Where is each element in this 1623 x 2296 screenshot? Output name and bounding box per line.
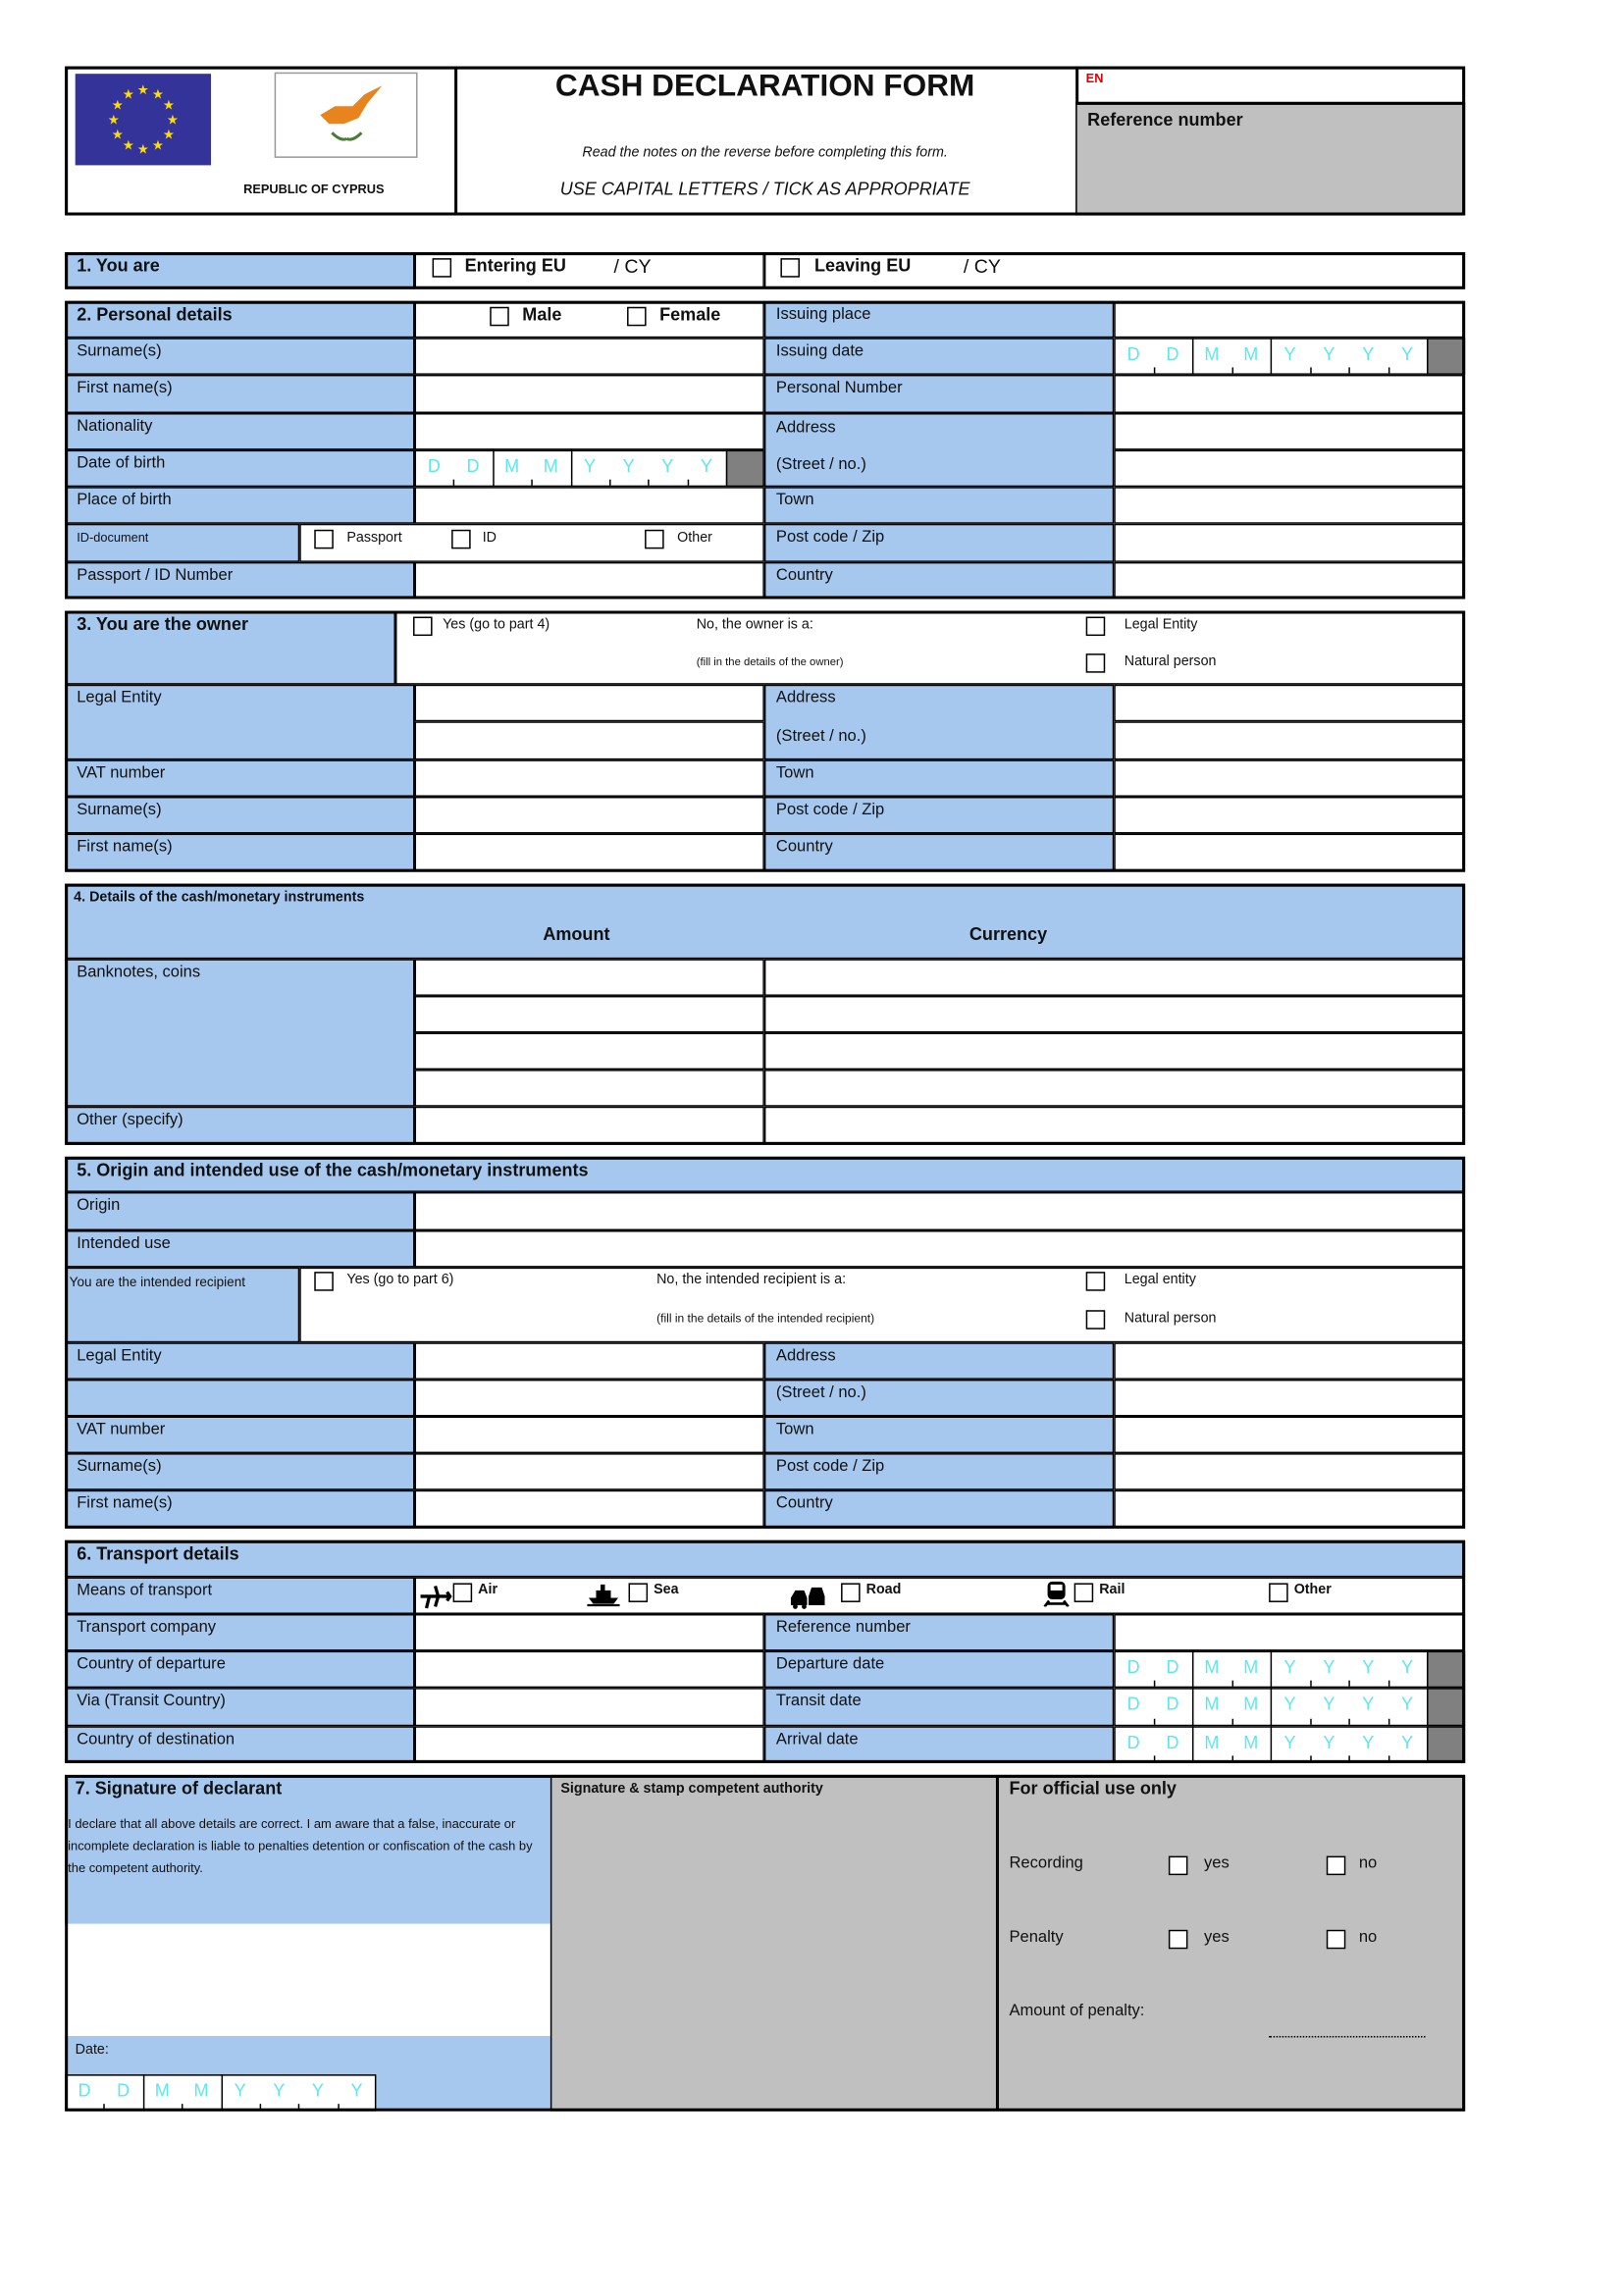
date-digit-tick xyxy=(1153,367,1155,373)
date-placeholder-letter: Y xyxy=(1401,343,1414,365)
declaration-text: I declare that all above details are correct. I am aware that a false, inaccurate or incomplete declaration is liable to penalties detention or confiscation of the cash by the competent authority. xyxy=(68,1815,533,1876)
date-placeholder-letter: Y xyxy=(1323,1656,1335,1678)
amount-field[interactable] xyxy=(415,1033,764,1070)
car-icon xyxy=(789,1583,824,1609)
owner-legal-entity-checkbox[interactable] xyxy=(1086,617,1106,637)
transport-company-label: Transport company xyxy=(65,1614,414,1651)
authority-stamp-area xyxy=(550,1775,998,2112)
recipient-vat-field[interactable] xyxy=(415,1416,764,1453)
recipient-natural-person-checkbox[interactable] xyxy=(1086,1310,1106,1330)
date-placeholder-letter: Y xyxy=(622,455,635,477)
penalty-no-label: no xyxy=(1358,1928,1378,1947)
country-field[interactable] xyxy=(1114,562,1465,600)
recipient-legal-entity-checkbox[interactable] xyxy=(1086,1272,1106,1291)
recipient-yes-checkbox[interactable] xyxy=(314,1272,334,1291)
recipient-town-field[interactable] xyxy=(1114,1416,1465,1453)
road-label: Road xyxy=(865,1581,902,1598)
date-digit-tick xyxy=(1387,1681,1389,1687)
other-transport-checkbox[interactable] xyxy=(1269,1583,1288,1602)
owner-vat-label: VAT number xyxy=(65,759,414,797)
country-of-departure-field[interactable] xyxy=(415,1651,764,1689)
recipient-fill-note: (fill in the details of the intended recipient) xyxy=(656,1311,875,1326)
date-field-end-block xyxy=(1427,1726,1465,1763)
svg-text:★: ★ xyxy=(136,141,149,157)
banknotes-coins-label: Banknotes, coins xyxy=(65,959,414,1106)
recipient-legal-entity-label: Legal entity xyxy=(1124,1272,1196,1288)
date-group-divider xyxy=(1271,1651,1273,1689)
address-label: Address xyxy=(775,419,836,438)
town-field[interactable] xyxy=(1114,487,1465,524)
other-id-checkbox[interactable] xyxy=(645,530,664,549)
date-placeholder-letter: M xyxy=(193,2080,209,2102)
recipient-surname-field[interactable] xyxy=(415,1453,764,1490)
date-placeholder-letter: Y xyxy=(700,455,712,477)
date-digit-tick xyxy=(1231,1755,1233,1761)
intended-use-label: Intended use xyxy=(65,1230,414,1268)
header-divider xyxy=(1075,102,1465,104)
svg-text:★: ★ xyxy=(107,112,120,128)
date-group-divider xyxy=(1192,338,1194,375)
language-code: EN xyxy=(1085,71,1104,86)
section-5-title: 5. Origin and intended use of the cash/monetary instruments xyxy=(65,1157,1465,1192)
date-digit-tick xyxy=(609,480,611,486)
date-field-end-block xyxy=(1427,1688,1465,1726)
intended-use-field[interactable] xyxy=(415,1230,1466,1268)
date-digit-tick xyxy=(104,2104,106,2110)
recipient-first-name-field[interactable] xyxy=(415,1490,764,1529)
official-use-title: For official use only xyxy=(1009,1777,1177,1799)
recipient-post-code-label: Post code / Zip xyxy=(764,1453,1114,1490)
date-placeholder-letter: D xyxy=(1166,1694,1179,1715)
date-placeholder-letter: D xyxy=(117,2080,131,2102)
svg-text:★: ★ xyxy=(136,82,149,98)
transit-country-field[interactable] xyxy=(415,1688,764,1726)
owner-address-field[interactable] xyxy=(1114,685,1465,722)
recording-yes-label: yes xyxy=(1203,1854,1230,1873)
penalty-yes-label: yes xyxy=(1203,1928,1230,1947)
currency-field[interactable] xyxy=(764,959,1465,996)
currency-field[interactable] xyxy=(764,1070,1465,1107)
date-group-divider xyxy=(221,2074,223,2112)
date-placeholder-letter: Y xyxy=(1362,1656,1375,1678)
date-digit-tick xyxy=(1387,1755,1389,1761)
date-digit-tick xyxy=(1153,1755,1155,1761)
date-placeholder-letter: Y xyxy=(1401,1732,1414,1753)
amount-of-penalty-label: Amount of penalty: xyxy=(1009,2002,1145,2020)
means-of-transport-label: Means of transport xyxy=(65,1577,414,1614)
date-group-divider xyxy=(1271,1726,1273,1763)
surname-field[interactable] xyxy=(415,338,764,375)
date-digit-tick xyxy=(1153,1681,1155,1687)
id-checkbox[interactable] xyxy=(451,530,471,549)
section-6-title: 6. Transport details xyxy=(65,1540,1465,1578)
place-of-birth-field[interactable] xyxy=(415,487,764,524)
date-placeholder-letter: Y xyxy=(1401,1656,1414,1678)
section-1-title: 1. You are xyxy=(65,252,414,289)
owner-address-label: Address xyxy=(775,689,836,707)
owner-post-code-label: Post code / Zip xyxy=(764,797,1114,834)
date-placeholder-letter: Y xyxy=(661,455,674,477)
date-digit-tick xyxy=(1231,1681,1233,1687)
date-placeholder-letter: D xyxy=(1126,1694,1140,1715)
date-digit-tick xyxy=(687,480,689,486)
section-3-title: 3. You are the owner xyxy=(65,611,395,685)
date-placeholder-letter: M xyxy=(1204,1732,1220,1753)
first-name-label: First name(s) xyxy=(65,375,414,413)
transport-company-field[interactable] xyxy=(415,1614,764,1651)
date-group-divider xyxy=(1192,1726,1194,1763)
issuing-date-label: Issuing date xyxy=(764,338,1114,375)
amount-column-header: Amount xyxy=(543,923,610,945)
signature-field[interactable] xyxy=(65,1924,550,2036)
svg-text:★: ★ xyxy=(122,86,134,102)
date-placeholder-letter: M xyxy=(543,455,558,477)
recipient-legal-entity-label: Legal Entity xyxy=(65,1342,414,1380)
form-note: Read the notes on the reverse before completing this form. xyxy=(582,144,948,161)
date-digit-tick xyxy=(1309,1681,1311,1687)
passport-number-label: Passport / ID Number xyxy=(65,562,414,600)
date-group-divider xyxy=(1271,1688,1273,1726)
female-checkbox[interactable] xyxy=(627,307,647,327)
other-id-label: Other xyxy=(677,529,712,547)
owner-vat-field[interactable] xyxy=(415,759,764,797)
date-placeholder-letter: M xyxy=(154,2080,170,2102)
personal-number-label: Personal Number xyxy=(764,375,1114,413)
date-placeholder-letter: Y xyxy=(1362,1732,1375,1753)
recipient-legal-entity-2-field[interactable] xyxy=(415,1380,764,1417)
owner-legal-entity-field-2[interactable] xyxy=(415,721,764,759)
svg-text:★: ★ xyxy=(166,112,179,128)
date-placeholder-letter: Y xyxy=(1283,343,1296,365)
entering-cy-label: / CY xyxy=(613,255,652,278)
date-placeholder-letter: D xyxy=(1166,1656,1179,1678)
amount-field[interactable] xyxy=(415,1107,764,1145)
transit-date-label: Transit date xyxy=(764,1688,1114,1726)
place-of-birth-label: Place of birth xyxy=(65,487,414,524)
male-checkbox[interactable] xyxy=(490,307,509,327)
recipient-street-label: (Street / no.) xyxy=(764,1380,1114,1417)
svg-text:★: ★ xyxy=(151,137,164,153)
owner-options xyxy=(395,611,1465,685)
date-digit-tick xyxy=(338,2104,340,2110)
date-placeholder-letter: M xyxy=(504,455,520,477)
date-digit-tick xyxy=(531,480,533,486)
date-digit-tick xyxy=(1153,1719,1155,1725)
date-digit-tick xyxy=(1348,1681,1350,1687)
owner-natural-person-label: Natural person xyxy=(1124,653,1217,670)
road-checkbox[interactable] xyxy=(841,1583,861,1602)
town-label: Town xyxy=(764,487,1114,524)
entering-eu-checkbox[interactable] xyxy=(433,258,452,278)
owner-town-label: Town xyxy=(764,759,1114,797)
date-digit-tick xyxy=(259,2104,261,2110)
date-digit-tick xyxy=(1309,1755,1311,1761)
date-placeholder-letter: M xyxy=(1243,1694,1259,1715)
reference-number-box[interactable]: Reference number xyxy=(1075,103,1465,215)
recipient-town-label: Town xyxy=(764,1416,1114,1453)
date-digit-tick xyxy=(1348,1755,1350,1761)
owner-legal-entity-field[interactable] xyxy=(415,685,764,722)
date-digit-tick xyxy=(648,480,650,486)
recording-yes-checkbox[interactable] xyxy=(1169,1856,1188,1876)
country-of-departure-label: Country of departure xyxy=(65,1651,414,1689)
first-name-field[interactable] xyxy=(415,375,764,413)
transit-country-label: Via (Transit Country) xyxy=(65,1688,414,1726)
sea-checkbox[interactable] xyxy=(629,1583,649,1602)
date-placeholder-letter: M xyxy=(1204,1656,1220,1678)
entering-eu-label: Entering EU xyxy=(464,255,566,277)
owner-country-field[interactable] xyxy=(1114,834,1465,872)
date-placeholder-letter: Y xyxy=(1323,343,1335,365)
male-label: Male xyxy=(522,303,562,325)
recipient-no-label: No, the intended recipient is a: xyxy=(656,1272,847,1288)
surname-label: Surname(s) xyxy=(65,338,414,375)
svg-text:★: ★ xyxy=(162,97,175,113)
svg-text:★: ★ xyxy=(111,97,124,113)
air-label: Air xyxy=(478,1581,498,1598)
country-of-destination-field[interactable] xyxy=(415,1726,764,1763)
date-digit-tick xyxy=(1309,367,1311,373)
date-placeholder-letter: Y xyxy=(350,2080,363,2102)
amount-field[interactable] xyxy=(415,1070,764,1107)
departure-date-label: Departure date xyxy=(764,1651,1114,1689)
currency-field[interactable] xyxy=(764,996,1465,1033)
date-placeholder-letter: D xyxy=(78,2080,91,2102)
date-placeholder-letter: Y xyxy=(234,2080,246,2102)
origin-label: Origin xyxy=(65,1192,414,1230)
passport-number-field[interactable] xyxy=(415,562,764,600)
sea-label: Sea xyxy=(654,1581,679,1598)
recipient-address-label: Address xyxy=(764,1342,1114,1380)
date-placeholder-letter: Y xyxy=(1283,1694,1296,1715)
reference-number-field[interactable] xyxy=(1114,1614,1465,1651)
recipient-legal-entity-field[interactable] xyxy=(415,1342,764,1380)
date-digit-tick xyxy=(1348,367,1350,373)
country-label: Country xyxy=(764,562,1114,600)
leaving-eu-checkbox[interactable] xyxy=(780,258,800,278)
ship-icon xyxy=(586,1580,621,1606)
rail-checkbox[interactable] xyxy=(1074,1583,1094,1602)
currency-field[interactable] xyxy=(764,1033,1465,1070)
recipient-options xyxy=(299,1268,1465,1343)
train-icon xyxy=(1039,1580,1074,1606)
section-4-title: 4. Details of the cash/monetary instruments xyxy=(74,889,365,907)
eu-flag-logo xyxy=(76,74,211,165)
street-field[interactable] xyxy=(1114,450,1465,488)
date-placeholder-letter: D xyxy=(1126,1732,1140,1753)
owner-surname-field[interactable] xyxy=(415,797,764,834)
date-digit-tick xyxy=(1231,1719,1233,1725)
leaving-eu-label: Leaving EU xyxy=(814,255,912,277)
owner-yes-checkbox[interactable] xyxy=(413,617,433,637)
owner-street-field[interactable] xyxy=(1114,721,1465,759)
personal-number-field[interactable] xyxy=(1114,375,1465,413)
owner-country-label: Country xyxy=(764,834,1114,872)
date-placeholder-letter: Y xyxy=(1283,1732,1296,1753)
date-digit-tick xyxy=(1387,1719,1389,1725)
recipient-post-code-field[interactable] xyxy=(1114,1453,1465,1490)
owner-legal-entity-label: Legal Entity xyxy=(1124,616,1198,634)
date-digit-tick xyxy=(298,2104,300,2110)
penalty-yes-checkbox[interactable] xyxy=(1169,1930,1188,1950)
recipient-yes-label: Yes (go to part 6) xyxy=(346,1272,454,1288)
date-field-end-block xyxy=(726,450,764,488)
date-placeholder-letter: Y xyxy=(1323,1694,1335,1715)
date-placeholder-letter: D xyxy=(427,455,441,477)
date-placeholder-letter: Y xyxy=(273,2080,286,2102)
owner-first-name-label: First name(s) xyxy=(65,834,414,872)
owner-natural-person-checkbox[interactable] xyxy=(1086,653,1106,673)
id-label: ID xyxy=(482,529,497,547)
recipient-street-field[interactable] xyxy=(1114,1380,1465,1417)
date-placeholder-letter: Y xyxy=(1401,1694,1414,1715)
nationality-label: Nationality xyxy=(65,413,414,450)
other-transport-label: Other xyxy=(1293,1581,1332,1598)
republic-of-cyprus-label: REPUBLIC OF CYPRUS xyxy=(243,181,385,196)
date-group-divider xyxy=(493,450,495,488)
other-specify-label: Other (specify) xyxy=(65,1107,414,1145)
date-placeholder-letter: Y xyxy=(1283,1656,1296,1678)
amount-field[interactable] xyxy=(415,996,764,1033)
id-document-label: ID-document xyxy=(65,524,299,562)
penalty-no-checkbox[interactable] xyxy=(1327,1930,1346,1950)
intended-recipient-label: You are the intended recipient xyxy=(65,1268,299,1343)
svg-text:★: ★ xyxy=(122,137,134,153)
svg-text:★: ★ xyxy=(162,127,175,142)
date-group-divider xyxy=(1192,1688,1194,1726)
date-field-end-block xyxy=(1427,1651,1465,1689)
date-placeholder-letter: D xyxy=(1126,343,1140,365)
recipient-country-field[interactable] xyxy=(1114,1490,1465,1529)
recipient-natural-person-label: Natural person xyxy=(1124,1310,1217,1327)
date-placeholder-letter: M xyxy=(1243,1732,1259,1753)
signature-date-label: Date: xyxy=(75,2042,109,2059)
owner-no-label: No, the owner is a: xyxy=(696,616,813,634)
svg-text:★: ★ xyxy=(151,86,164,102)
recipient-surname-label: Surname(s) xyxy=(65,1453,414,1490)
date-placeholder-letter: D xyxy=(1166,1732,1179,1753)
date-placeholder-letter: M xyxy=(1243,343,1259,365)
recipient-legal-entity-2-label xyxy=(65,1380,414,1417)
date-placeholder-letter: Y xyxy=(583,455,597,477)
owner-first-name-field[interactable] xyxy=(415,834,764,872)
svg-text:★: ★ xyxy=(111,127,124,142)
recording-no-label: no xyxy=(1358,1854,1378,1873)
section-2-title: 2. Personal details xyxy=(65,301,414,339)
nationality-field[interactable] xyxy=(415,413,764,450)
date-placeholder-letter: D xyxy=(1126,1656,1140,1678)
official-use-area xyxy=(997,1775,1465,2112)
currency-field[interactable] xyxy=(764,1107,1465,1145)
leaving-cy-label: / CY xyxy=(963,255,1001,278)
post-code-field[interactable] xyxy=(1114,524,1465,562)
date-placeholder-letter: Y xyxy=(1362,343,1375,365)
date-placeholder-letter: M xyxy=(1204,343,1220,365)
address-field[interactable] xyxy=(1114,413,1465,450)
female-label: Female xyxy=(659,303,721,325)
date-digit-tick xyxy=(1348,1719,1350,1725)
date-placeholder-letter: D xyxy=(1166,343,1179,365)
recipient-country-label: Country xyxy=(764,1490,1114,1529)
date-digit-tick xyxy=(1309,1719,1311,1725)
date-group-divider xyxy=(570,450,572,488)
date-placeholder-letter: Y xyxy=(311,2080,324,2102)
owner-post-code-field[interactable] xyxy=(1114,797,1465,834)
section-7-title: 7. Signature of declarant xyxy=(75,1777,283,1799)
owner-town-field[interactable] xyxy=(1114,759,1465,797)
date-placeholder-letter: Y xyxy=(1323,1732,1335,1753)
date-placeholder-letter: Y xyxy=(1362,1694,1375,1715)
date-field-end-block xyxy=(1427,338,1465,375)
date-digit-tick xyxy=(182,2104,183,2110)
owner-yes-label: Yes (go to part 4) xyxy=(443,616,550,634)
passport-label: Passport xyxy=(346,529,402,547)
authority-signature-label: Signature & stamp competent authority xyxy=(560,1780,823,1798)
country-of-destination-label: Country of destination xyxy=(65,1726,414,1763)
date-placeholder-letter: M xyxy=(1243,1656,1259,1678)
date-placeholder-letter: M xyxy=(1204,1694,1220,1715)
date-of-birth-label: Date of birth xyxy=(65,450,414,488)
reference-number-label: Reference number xyxy=(764,1614,1114,1651)
date-digit-tick xyxy=(1387,367,1389,373)
owner-fill-note: (fill in the details of the owner) xyxy=(696,654,844,669)
issuing-place-field[interactable] xyxy=(1114,301,1465,339)
passport-checkbox[interactable] xyxy=(314,530,334,549)
origin-field[interactable] xyxy=(415,1192,1466,1230)
recording-no-checkbox[interactable] xyxy=(1327,1856,1346,1876)
date-placeholder-letter: D xyxy=(466,455,480,477)
penalty-label: Penalty xyxy=(1009,1928,1064,1947)
rail-label: Rail xyxy=(1099,1581,1126,1598)
owner-surname-label: Surname(s) xyxy=(65,797,414,834)
currency-column-header: Currency xyxy=(969,923,1048,945)
amount-field[interactable] xyxy=(415,959,764,996)
air-checkbox[interactable] xyxy=(453,1583,473,1602)
amount-of-penalty-field[interactable] xyxy=(1269,2033,1425,2038)
date-digit-tick xyxy=(1231,367,1233,373)
issuing-place-label: Issuing place xyxy=(764,301,1114,339)
street-label: (Street / no.) xyxy=(775,455,866,474)
post-code-label: Post code / Zip xyxy=(764,524,1114,562)
date-group-divider xyxy=(1192,1651,1194,1689)
owner-legal-entity-label-cell: Legal Entity xyxy=(65,685,414,760)
capital-letters-instruction: USE CAPITAL LETTERS / TICK AS APPROPRIATE xyxy=(559,178,970,199)
form-title: CASH DECLARATION FORM xyxy=(554,69,975,104)
airplane-icon xyxy=(418,1583,453,1609)
cyprus-flag-logo xyxy=(275,73,418,158)
recipient-address-field[interactable] xyxy=(1114,1342,1465,1380)
owner-street-label: (Street / no.) xyxy=(775,727,866,746)
date-group-divider xyxy=(142,2074,144,2112)
recipient-vat-label: VAT number xyxy=(65,1416,414,1453)
recipient-first-name-label: First name(s) xyxy=(65,1490,414,1529)
date-group-divider xyxy=(1271,338,1273,375)
arrival-date-label: Arrival date xyxy=(764,1726,1114,1763)
recording-label: Recording xyxy=(1009,1854,1083,1873)
date-digit-tick xyxy=(453,480,455,486)
